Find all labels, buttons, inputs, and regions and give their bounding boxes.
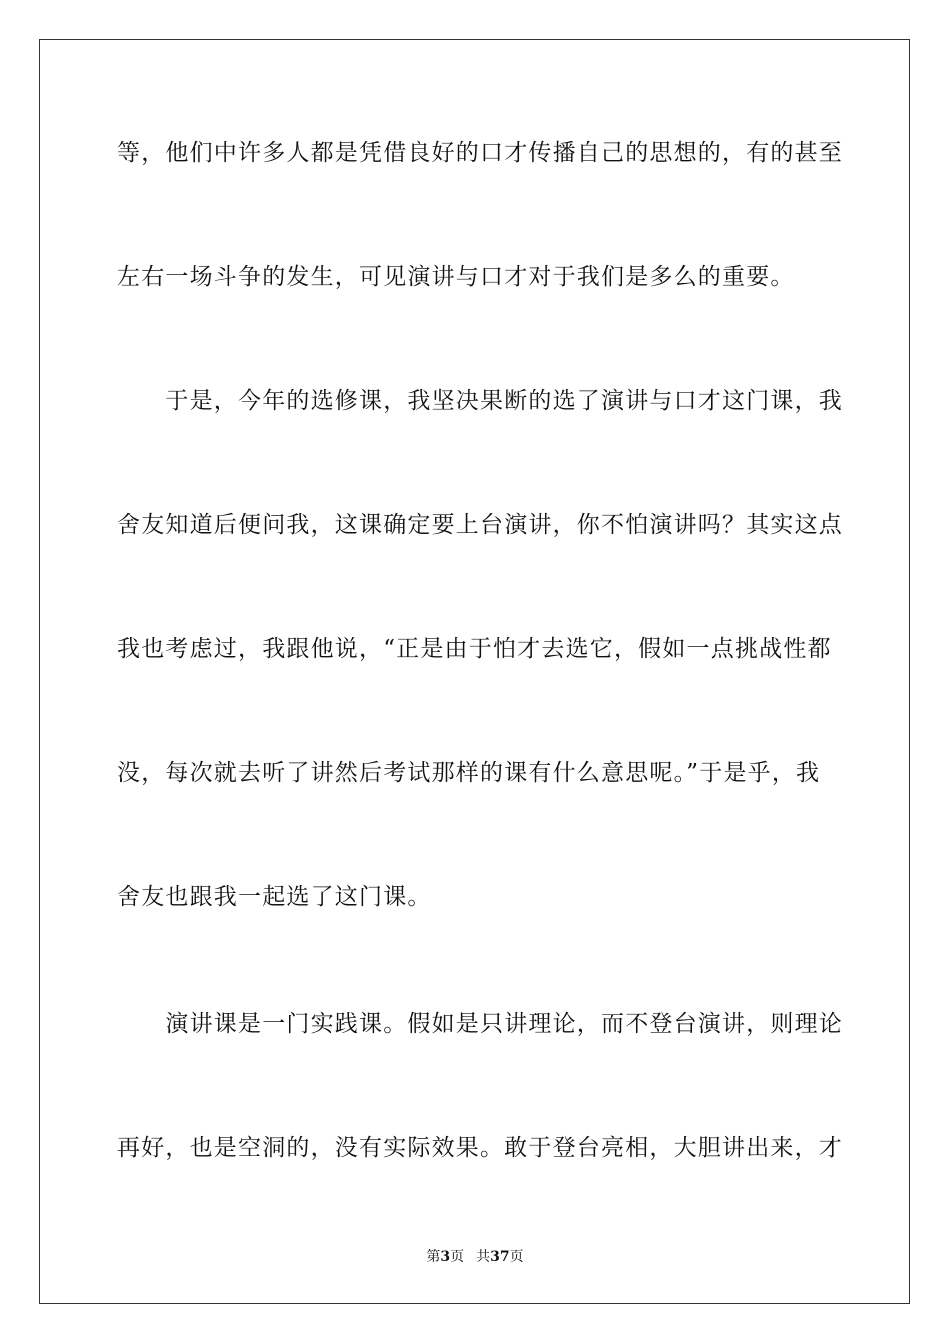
total-prefix: 共 bbox=[476, 1249, 491, 1265]
text-line-8: 演讲课是一门实践课。假如是只讲理论，而不登台演讲，则理论 bbox=[117, 1011, 843, 1037]
page-footer bbox=[0, 1248, 950, 1266]
text-line-6: 没，每次就去听了讲然后考试那样的课有什么意思呢。”于是乎，我 bbox=[117, 760, 821, 786]
text-line-1: 等，他们中许多人都是凭借良好的口才传播自己的思想的，有的甚至 bbox=[117, 140, 843, 166]
page-prefix: 第 bbox=[426, 1249, 441, 1265]
total-suffix: 页 bbox=[509, 1249, 524, 1265]
current-page-number: 3 bbox=[440, 1249, 451, 1265]
page-suffix: 页 bbox=[450, 1249, 465, 1265]
text-line-9: 再好，也是空洞的，没有实际效果。敢于登台亮相，大胆讲出来，才 bbox=[117, 1135, 843, 1161]
text-line-3: 于是，今年的选修课，我坚决果断的选了演讲与口才这门课，我 bbox=[117, 388, 843, 414]
text-line-4: 舍友知道后便问我，这课确定要上台演讲，你不怕演讲吗？其实这点 bbox=[117, 512, 843, 538]
text-line-2: 左右一场斗争的发生，可见演讲与口才对于我们是多么的重要。 bbox=[117, 264, 795, 290]
total-page-count: 37 bbox=[490, 1249, 510, 1265]
text-line-7: 舍友也跟我一起选了这门课。 bbox=[117, 884, 432, 910]
text-line-5: 我也考虑过，我跟他说，“正是由于怕才去选它，假如一点挑战性都 bbox=[117, 636, 832, 662]
page-border bbox=[39, 39, 910, 1304]
